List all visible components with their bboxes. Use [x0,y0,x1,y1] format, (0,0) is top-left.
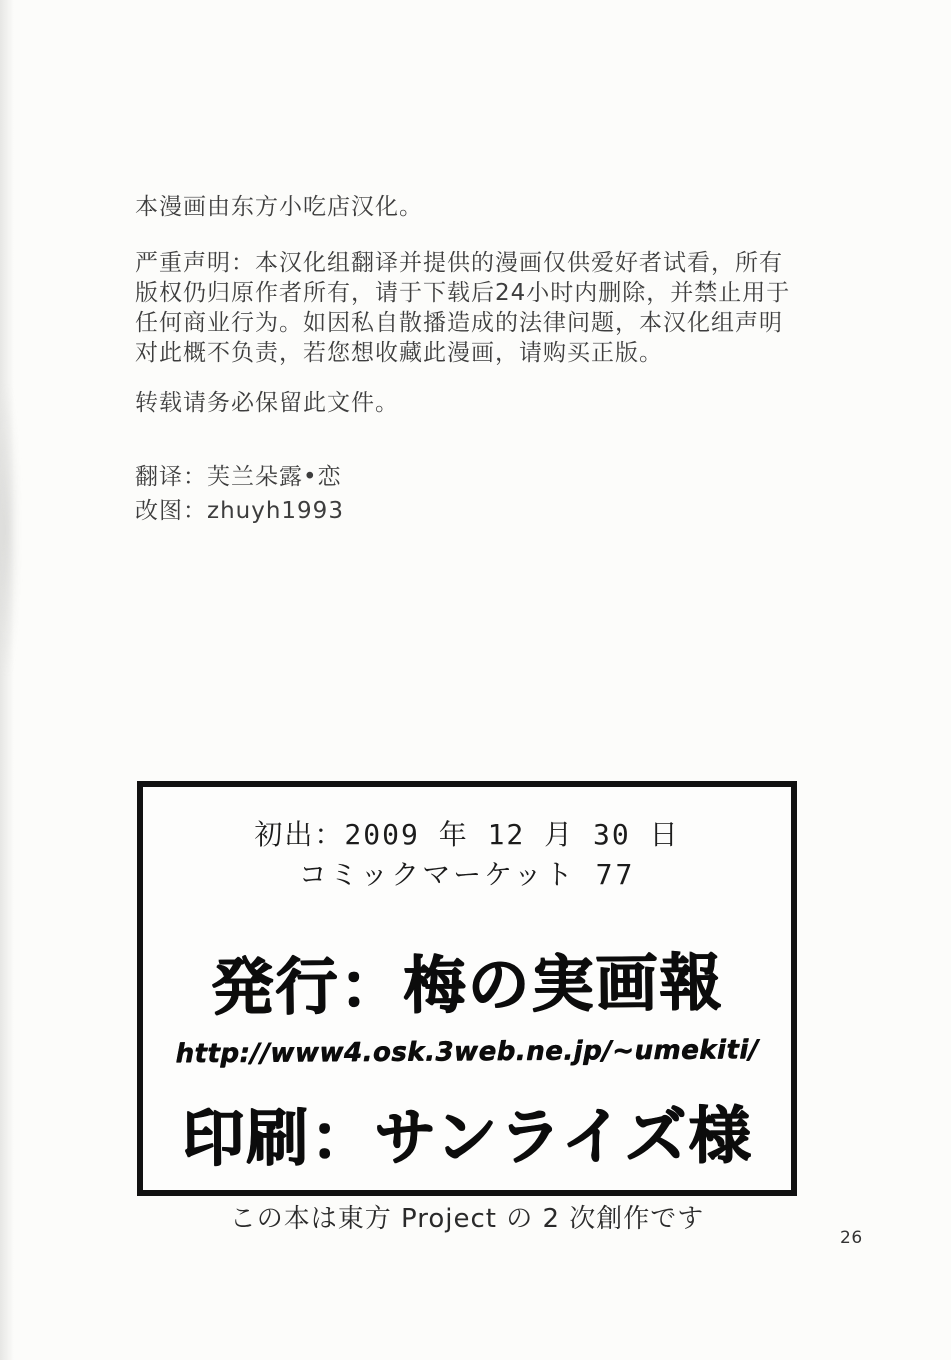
disclaimer-line: 对此概不负责，若您想收藏此漫画，请购买正版。 [135,340,663,366]
publisher-url: http://www4.osk.3web.ne.jp/~umekiti/ [175,1034,759,1070]
disclaimer-line: 任何商业行为。如因私自散播造成的法律问题，本汉化组声明 [135,310,783,336]
scan-edge-artifact [0,0,14,1360]
translation-notice-block [135,192,815,530]
publisher-line: 発行：梅の実画報 [210,945,724,1024]
group-credit-line: 本漫画由东方小吃店汉化。 [135,194,423,220]
keep-file-notice: 转载请务必保留此文件。 [135,390,399,416]
translator-credit: 翻译：芙兰朵露•恋 [135,464,342,490]
page-number: 26 [840,1228,863,1248]
derivative-work-note: この本は東方 Project の 2 次創作です [229,1204,705,1234]
event-line: コミックマーケット 77 [298,858,636,891]
spacer [135,222,815,248]
credits-block [135,462,815,526]
colophon-box [137,781,797,1196]
spacer [135,368,815,388]
disclaimer-line: 严重声明：本汉化组翻译并提供的漫画仅供爱好者试看，所有 [135,250,783,276]
printer-line: 印刷：サンライズ様 [181,1098,753,1175]
editor-credit: 改图：zhuyh1993 [135,498,344,524]
disclaimer-line: 版权仍归原作者所有，请于下载后24小时内删除，并禁止用于 [135,280,791,306]
first-publication-line: 初出：2009 年 12 月 30 日 [254,818,680,851]
disclaimer-paragraph [135,248,815,368]
scan-smudge-artifact [0,380,20,680]
